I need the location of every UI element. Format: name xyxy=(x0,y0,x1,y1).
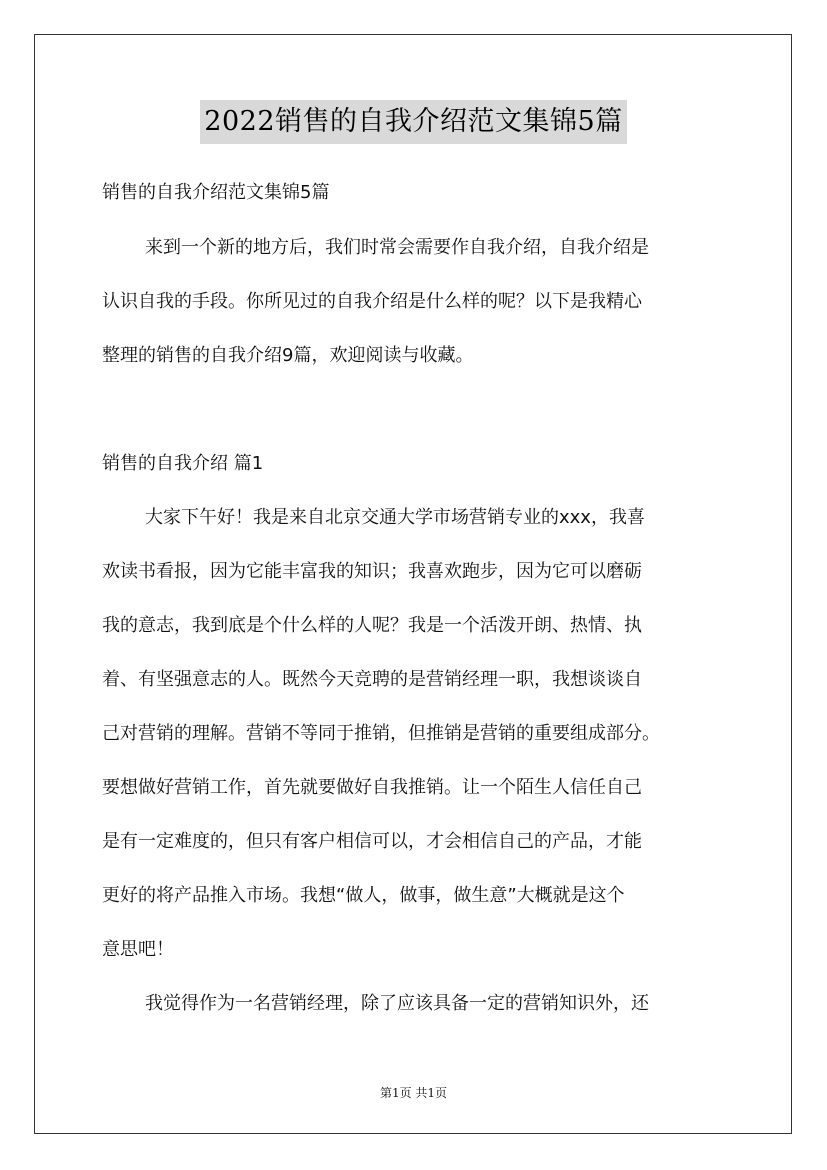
document-title: 2022销售的自我介绍范文集锦5篇 xyxy=(200,100,626,144)
intro-line-2: 认识自我的手段。你所见过的自我介绍是什么样的呢？以下是我精心 xyxy=(102,291,642,312)
body-line-9: 意思吧！ xyxy=(102,939,174,960)
body-line-10: 我觉得作为一名营销经理，除了应该具备一定的营销知识外，还 xyxy=(145,993,649,1014)
body-line-6: 要想做好营销工作，首先就要做好自我推销。让一个陌生人信任自己 xyxy=(102,777,642,798)
body-line-8: 更好的将产品推入市场。我想“做人，做事，做生意”大概就是这个 xyxy=(102,885,625,906)
body-line-1: 大家下午好！我是来自北京交通大学市场营销专业的xxx，我喜 xyxy=(145,507,645,528)
body-line-4: 着、有坚强意志的人。既然今天竞聘的是营销经理一职，我想谈谈自 xyxy=(102,669,642,690)
intro-line-3: 整理的销售的自我介绍9篇，欢迎阅读与收藏。 xyxy=(102,345,474,366)
intro-line-1: 来到一个新的地方后，我们时常会需要作自我介绍，自我介绍是 xyxy=(145,237,649,258)
body-line-5: 己对营销的理解。营销不等同于推销，但推销是营销的重要组成部分。 xyxy=(102,723,660,744)
title-container xyxy=(0,100,827,144)
page-footer: 第1页 共1页 xyxy=(379,1086,448,1100)
body-line-7: 是有一定难度的，但只有客户相信可以，才会相信自己的产品，才能 xyxy=(102,831,642,852)
body-line-3: 我的意志，我到底是个什么样的人呢？我是一个活泼开朗、热情、执 xyxy=(102,615,642,636)
subtitle: 销售的自我介绍范文集锦5篇 xyxy=(102,182,330,203)
section-heading: 销售的自我介绍 篇1 xyxy=(102,453,264,474)
body-line-2: 欢读书看报，因为它能丰富我的知识；我喜欢跑步，因为它可以磨砺 xyxy=(102,561,642,582)
